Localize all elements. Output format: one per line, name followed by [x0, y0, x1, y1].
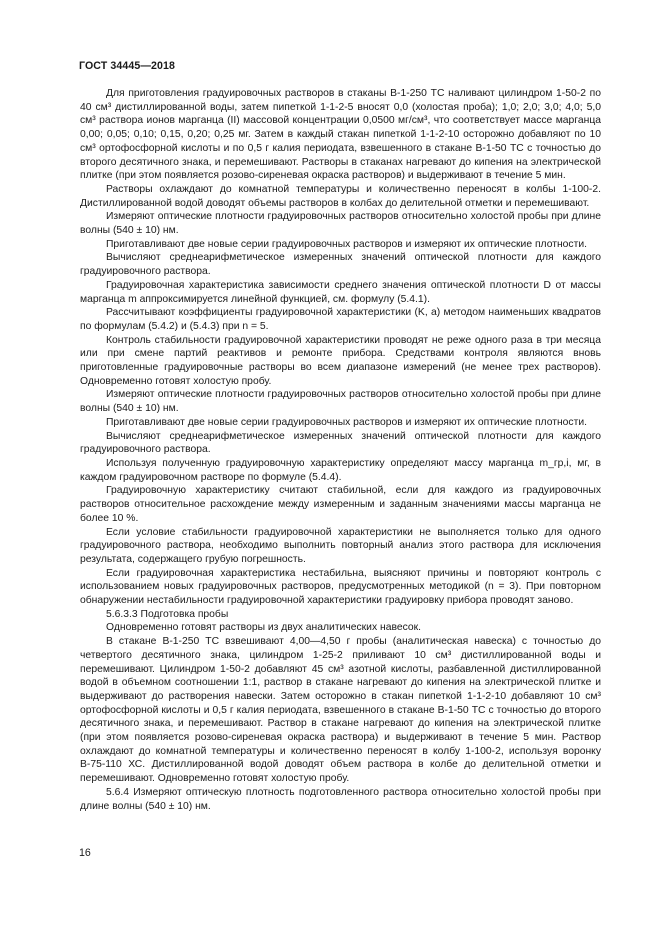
paragraph: Вычисляют среднеарифметическое измеренных значений оптической плотности для каждого градуировочного раствора. [80, 252, 601, 278]
paragraph: Контроль стабильности градуировочной характеристики проводят не реже одного раза в три месяца или при смене партий реактивов и ремонте прибора. Средствами контроля являются вновь приготовленные градуировочные растворы во всем диапазоне измерений (не менее трех растворов). Одновременно готовят холостую пробу. [80, 334, 601, 387]
paragraph: Если условие стабильности градуировочной характеристики не выполняется только для одного градуировочного раствора, необходимо выполнить повторный анализ этого раствора для исключения результата, содержащего грубую погрешность. [80, 526, 601, 565]
paragraph: Если градуировочная характеристика нестабильна, выясняют причины и повторяют контроль с использованием новых градуировочных растворов, предусмотренных методикой (n = 3). При повторном обнаружении нестабильности градуировочной характеристики градуировку прибора проводят заново. [80, 567, 601, 607]
paragraph: Растворы охлаждают до комнатной температуры и количественно переносят в колбы 1-100-2. Дистиллированной водой доводят объемы растворов в колбах до делительной отметки и перемешивают. [80, 183, 601, 209]
paragraph: Для приготовления градуировочных растворов в стаканы В-1-250 ТС наливают цилиндром 1-50-2 по 40 см³ дистиллированной воды, затем пипеткой 1-1-2-5 вносят 0,0 (холостая проба); 1,0; 2,0; 3,0; 4,0; 5,0 см³ раствора ионов марганца (II) массовой концентрации 0,0500 мг/см³, что соответствует массе марганца 0,00; 0,05; 0,10; 0,15, 0,20; 0,25 мг. Затем в каждый стакан пипеткой 1-1-2-10 осторожно добавляют по 10 см³ ортофосфорной кислоты и по 0,5 г калия периодата, взвешенного в стакане В-1-50 ТС с точностью до второго десятичного знака, и перемешивают. Растворы в стаканах нагревают до кипения на электрической плитке (при этом появляется розово-сиреневая окраска растворов) и выдерживают в течение 5 мин. [80, 88, 601, 182]
document-header: ГОСТ 34445—2018 [79, 60, 176, 72]
paragraph: 5.6.4 Измеряют оптическую плотность подготовленного раствора относительно холостой пробы при длине волны (540 ± 10) нм. [80, 786, 601, 812]
paragraph: Рассчитывают коэффициенты градуировочной характеристики (K, a) методом наименьших квадратов по формулам (5.4.2) и (5.4.3) при n = 5. [80, 307, 601, 332]
paragraph: Приготавливают две новые серии градуировочных растворов и измеряют их оптические плотности. [106, 238, 587, 250]
paragraph: Одновременно готовят растворы из двух аналитических навесок. [106, 622, 422, 634]
paragraph: Используя полученную градуировочную характеристику определяют массу марганца m_гр,i, мг, в каждом градуировочном растворе по формуле (5.4.4). [80, 457, 601, 483]
paragraph: Измеряют оптические плотности градуировочных растворов относительно холостой пробы при длине волны (540 ± 10) нм. [80, 389, 601, 415]
paragraph: Вычисляют среднеарифметическое измеренных значений оптической плотности для каждого градуировочного раствора. [80, 430, 601, 456]
page-number: 16 [79, 847, 91, 859]
document-body [80, 87, 601, 813]
paragraph: В стакане В-1-250 ТС взвешивают 4,00—4,50 г пробы (аналитическая навеска) с точностью до четвертого десятичного знака, цилиндром 1-25-2 приливают 10 см³ дистиллированной воды и перемешивают. Цилиндром 1-50-2 добавляют 45 см³ азотной кислоты, разбавленной дистиллированной водой в объемном соотношении 1:1, раствор в стакане нагревают до кипения на электрической плитке и выдерживают до растворения навески. Затем осторожно в стакан пипеткой 1-1-2-10 добавляют 10 см³ ортофосфорной кислоты и 0,5 г калия периодата, взвешенного в стакане В-1-50 ТС с точностью до второго десятичного знака, и перемешивают. Раствор в стакане нагревают до кипения на электрической плитке (при этом появляется розово-сиреневая окраска раствора) и выдерживают в течение 5 мин. Раствор охлаждают до комнатной температуры и количественно переносят в колбу 1-100-2, используя воронку В-75-110 ХС. Дистиллированной водой доводят объем раствора в колбе до делительной отметки и перемешивают. Одновременно готовят холостую пробу. [80, 636, 601, 785]
section-heading: 5.6.3.3 Подготовка пробы [106, 608, 229, 620]
paragraph: Приготавливают две новые серии градуировочных растворов и измеряют их оптические плотности. [106, 416, 587, 428]
paragraph: Измеряют оптические плотности градуировочных растворов относительно холостой пробы при длине волны (540 ± 10) нм. [80, 211, 601, 237]
paragraph: Градуировочная характеристика зависимости среднего значения оптической плотности D от массы марганца m аппроксимируется линейной функцией, см. формулу (5.4.1). [80, 279, 601, 305]
paragraph: Градуировочную характеристику считают стабильной, если для каждого из градуировочных растворов относительное расхождение между измеренным и заданным значениями массы марганца не более 10 %. [80, 485, 601, 524]
